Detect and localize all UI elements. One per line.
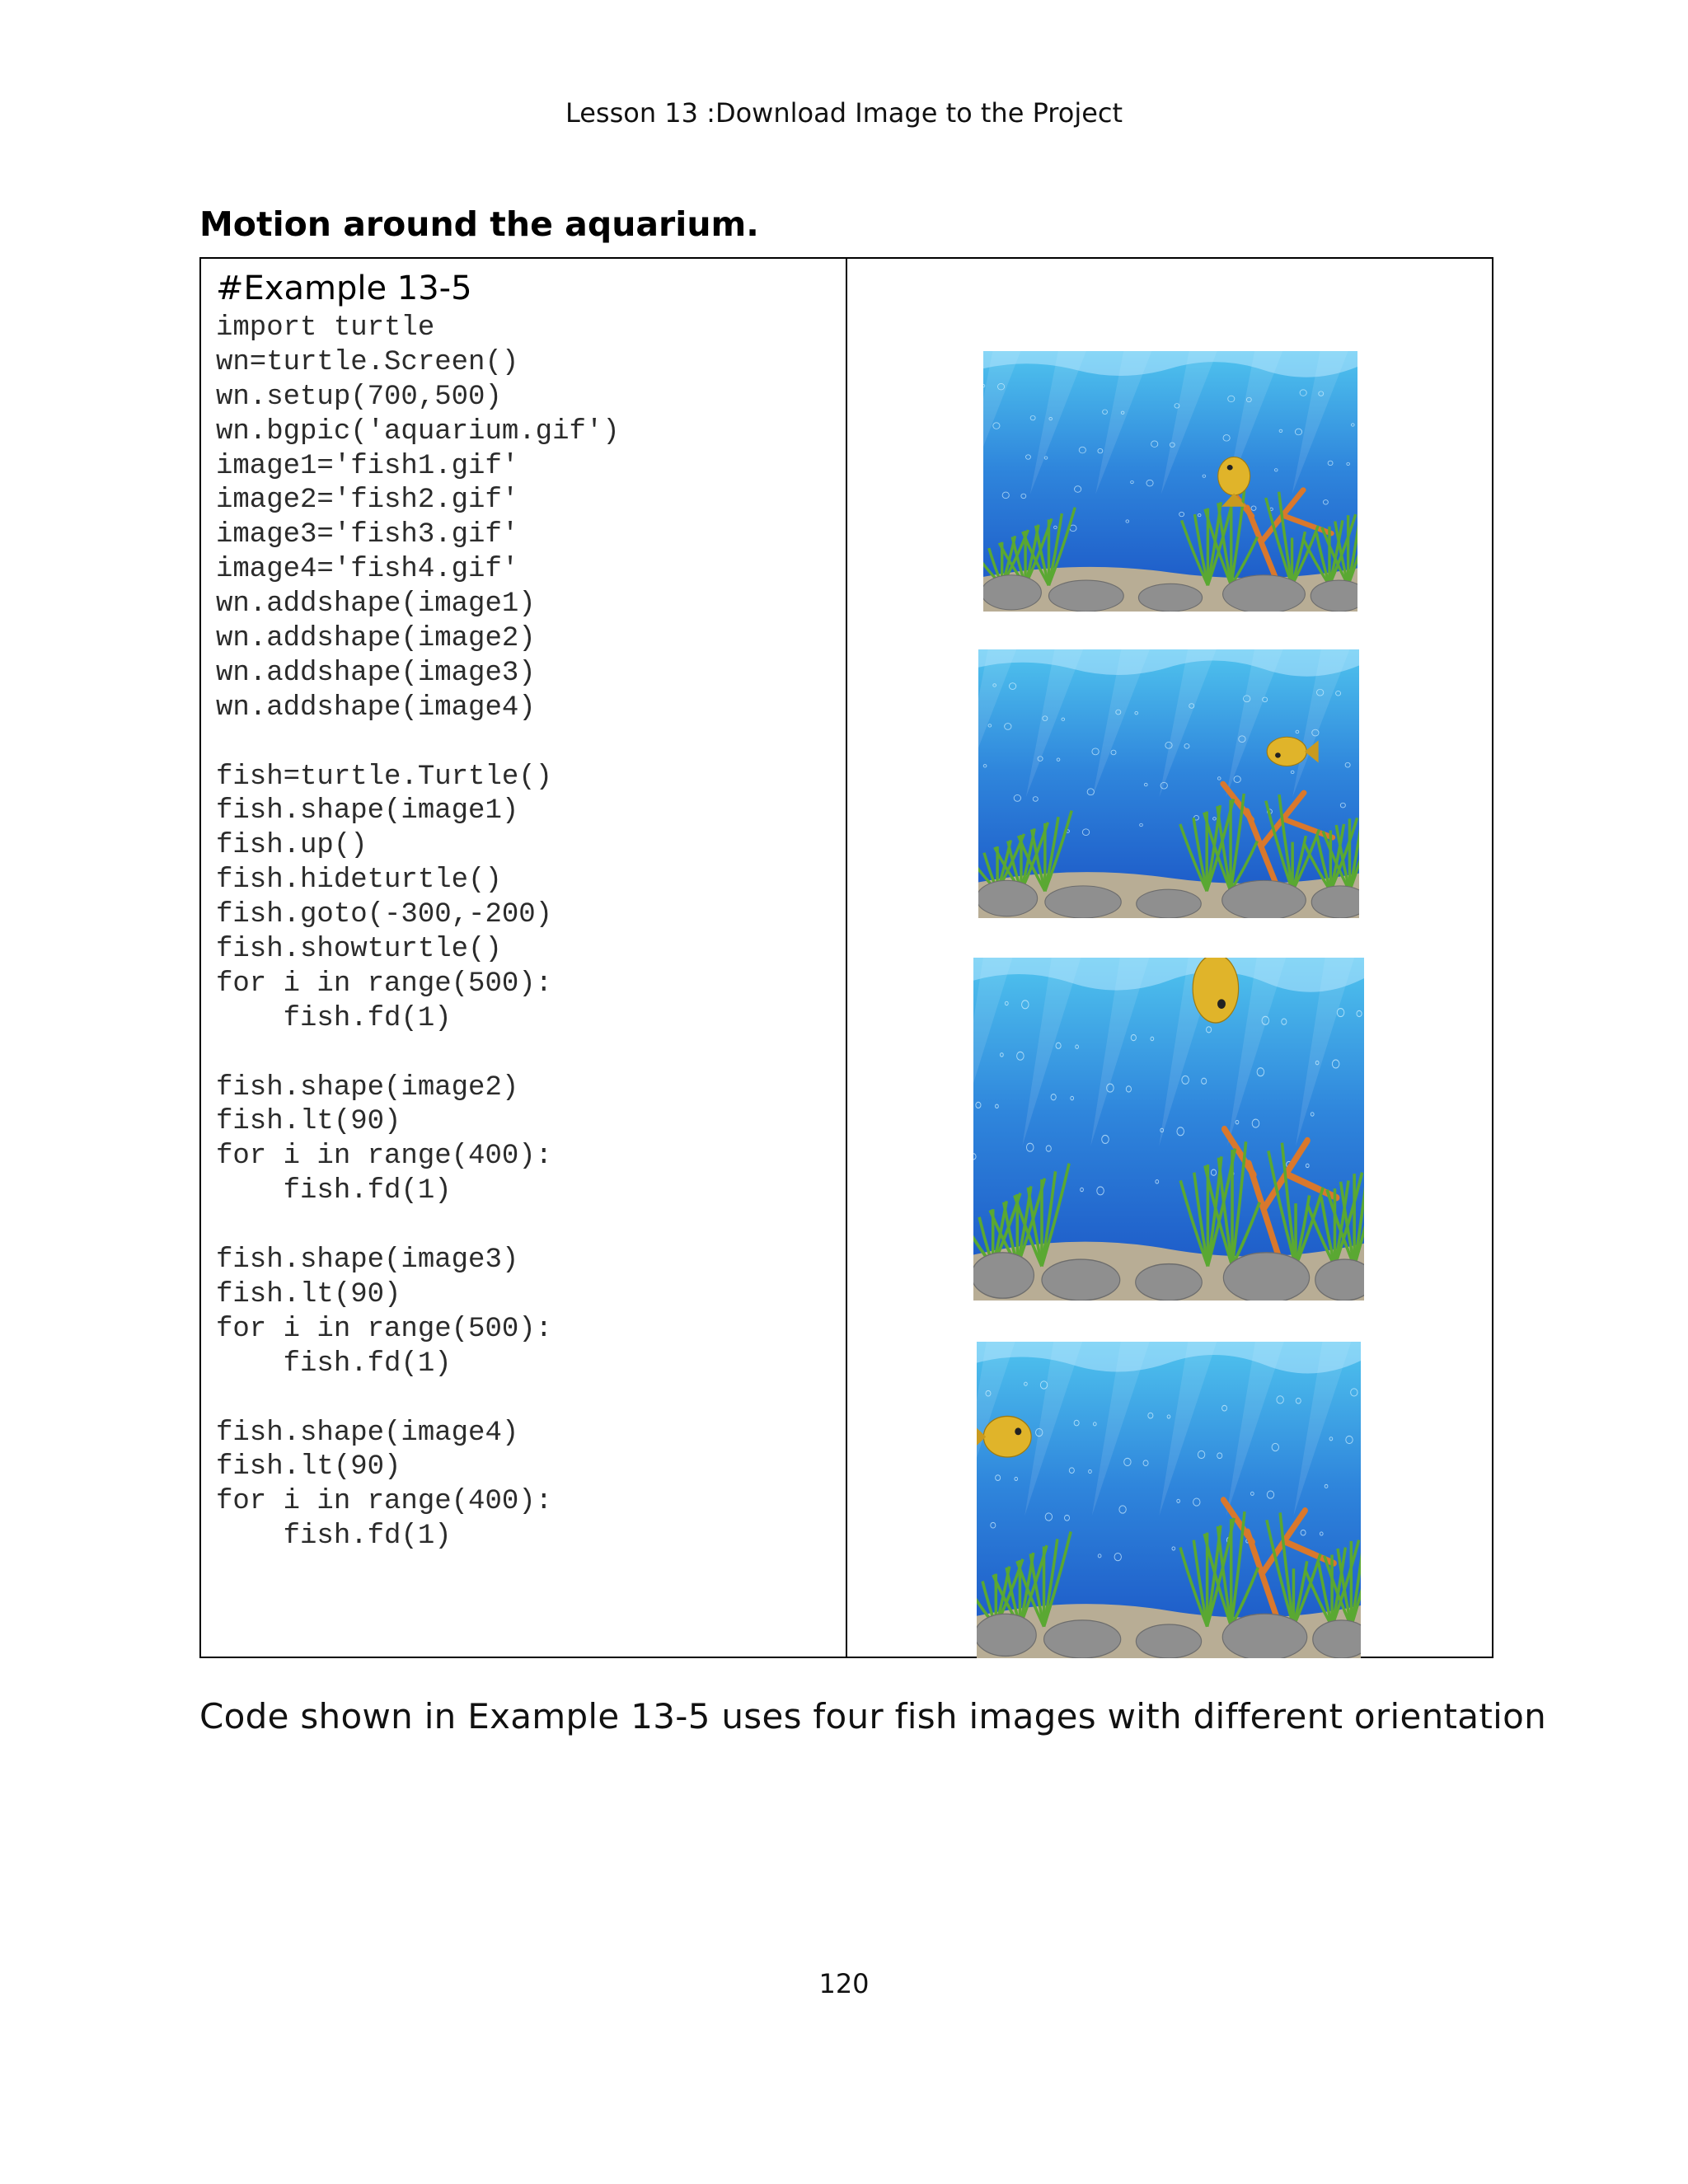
code-line: fish.lt(90) [216,1278,401,1310]
page-number: 120 [818,1968,870,1999]
aquarium-illustration [978,649,1359,918]
code-line: fish.shape(image2) [216,1071,519,1104]
code-line: fish.lt(90) [216,1451,401,1483]
example-table [199,257,1493,1658]
code-line: fish.shape(image3) [216,1244,519,1277]
code-line: for i in range(500): [216,1313,553,1345]
code-line: wn=turtle.Screen() [216,346,519,378]
code-line: fish.hideturtle() [216,865,502,897]
example-label: #Example 13-5 [216,269,472,307]
running-header: Lesson 13 :Download Image to the Project [565,97,1123,129]
code-line: fish.fd(1) [216,1521,452,1553]
code-line: fish.fd(1) [216,1347,452,1380]
code-line: fish.up() [216,830,368,862]
code-line: image2='fish2.gif' [216,485,519,517]
code-line: wn.addshape(image4) [216,691,536,724]
code-line [216,1037,846,1071]
code-line: fish.shape(image4) [216,1417,519,1449]
code-line: fish.showturtle() [216,934,502,966]
code-line: for i in range(400): [216,1486,553,1518]
section-title: Motion around the aquarium. [199,204,759,244]
code-line: wn.setup(700,500) [216,381,502,413]
code-cell [201,259,847,1657]
aquarium-screenshot-4 [977,1342,1361,1658]
code-line: wn.addshape(image1) [216,588,536,621]
code-line: import turtle [216,312,435,344]
code-block [216,312,846,1554]
code-line [216,1382,846,1417]
aquarium-screenshot-3 [973,958,1364,1301]
code-line: for i in range(400): [216,1141,553,1173]
code-line: fish.fd(1) [216,1175,452,1207]
code-line: fish.lt(90) [216,1106,401,1138]
aquarium-illustration [983,351,1357,612]
aquarium-screenshot-2 [978,649,1359,918]
code-line: wn.addshape(image3) [216,657,536,689]
code-line: image3='fish3.gif' [216,519,519,551]
code-line: fish.goto(-300,-200) [216,899,553,931]
code-line: fish.fd(1) [216,1002,452,1034]
code-line: fish=turtle.Turtle() [216,761,553,793]
code-line: image4='fish4.gif' [216,554,519,586]
code-line: wn.bgpic('aquarium.gif') [216,415,620,448]
fish-icon [1193,958,1238,1023]
aquarium-illustration [973,958,1364,1301]
code-line [216,1209,846,1244]
aquarium-screenshot-1 [983,351,1357,612]
caption: Code shown in Example 13-5 uses four fish images with different orientation [199,1696,1546,1736]
code-line: image1='fish1.gif' [216,450,519,482]
code-line: fish.shape(image1) [216,795,519,827]
code-line [216,726,846,761]
code-line: for i in range(500): [216,968,553,1000]
code-line: wn.addshape(image2) [216,623,536,655]
aquarium-illustration [977,1342,1361,1658]
image-cell [847,259,1492,1657]
